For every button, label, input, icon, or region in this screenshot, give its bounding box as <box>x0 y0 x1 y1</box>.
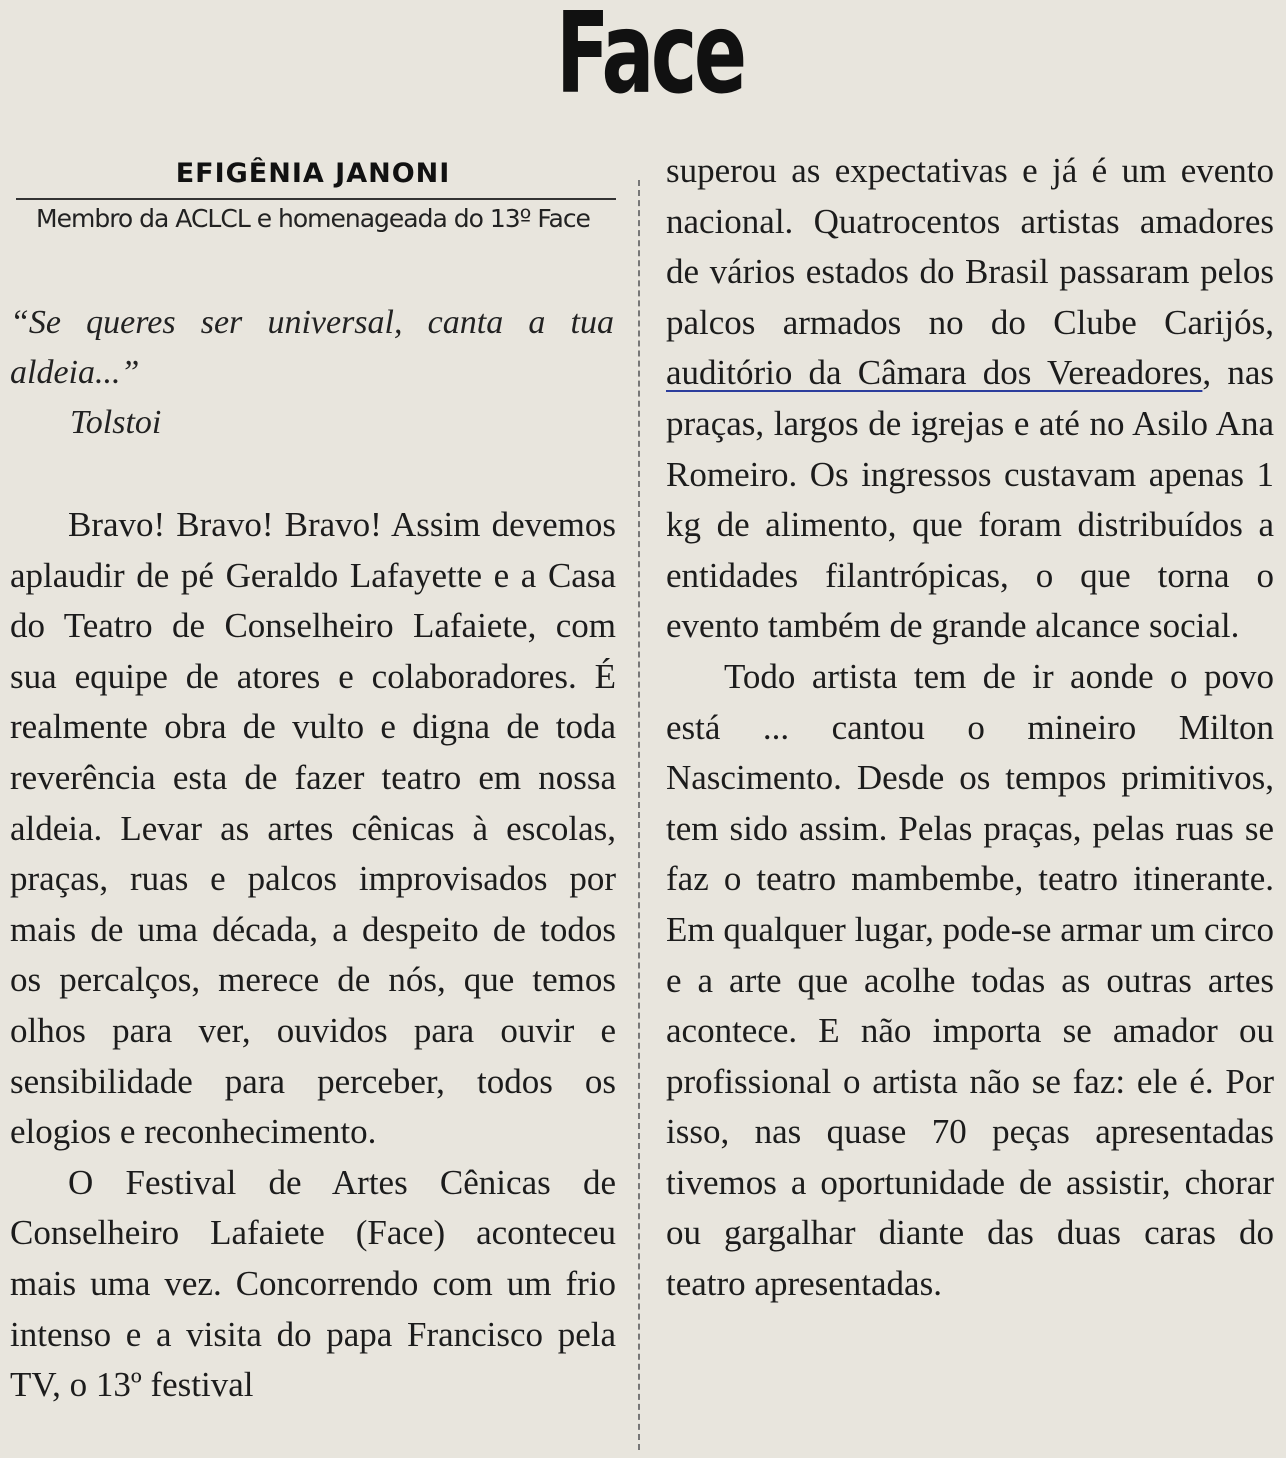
text-run: superou as expectativas e já é um evento nacional. Quatrocentos artistas amadores de vários estados do Brasil passaram pelos palcos armados no do Clube Carijós, <box>666 151 1274 342</box>
paragraph <box>666 146 1274 652</box>
author-name: EFIGÊNIA JANONI <box>175 158 451 189</box>
author-role: Membro da ACLCL e homenageada do 13º Face <box>36 204 590 233</box>
headline: Face <box>556 0 744 119</box>
paragraph: Todo artista tem de ir aonde o povo está ... cantou o mineiro Milton Nascimento. Desde os tempos primitivos, tem sido assim. Pelas praças, pelas ruas se faz o teatro mambembe, teatro itinerante. Em qualquer lugar, pode-se armar um circo e a arte que acolhe todas as outras artes acontece. E não importa se amador ou profissional o artista não se faz: ele é. Por isso, nas quase 70 peças apresentadas tivemos a oportunidade de assistir, chorar ou gargalhar diante das duas caras do teatro apresentadas. <box>666 656 1274 1304</box>
author-divider <box>16 198 616 200</box>
left-column <box>10 500 616 1411</box>
text-run: , nas praças, largos de igrejas e até no Asilo Ana Romeiro. Os ingressos custavam apenas 1 kg de alimento, que foram distribuídos a entidades filantrópicas, o que torna o evento também de grande alcance social. <box>666 353 1274 646</box>
paragraph: O Festival de Artes Cênicas de Conselheiro Lafaiete (Face) aconteceu mais uma vez. Concorrendo com um frio intenso e a visita do papa Francisco pela TV, o 13º festival <box>10 1162 616 1405</box>
right-column <box>666 146 1274 1310</box>
column-divider <box>638 180 640 1450</box>
epigraph-quote: “Se queres ser universal, canta a tua aldeia...” <box>10 304 614 391</box>
underlined-text: auditório da Câmara dos Vereadores <box>666 353 1203 393</box>
paragraph: Bravo! Bravo! Bravo! Assim devemos aplaudir de pé Geraldo Lafayette e a Casa do Teatro de Conselheiro Lafaiete, com sua equipe de atores e colaboradores. É realmente obra de vulto e digna de toda reverência esta de fazer teatro em nossa aldeia. Levar as artes cênicas à escolas, praças, ruas e palcos improvisados por mais de uma década, a despeito de todos os percalços, merece de nós, que temos olhos para ver, ouvidos para ouvir e sensibilidade para perceber, todos os elogios e reconhecimento. <box>10 505 616 1152</box>
epigraph-author: Tolstoi <box>70 404 162 441</box>
